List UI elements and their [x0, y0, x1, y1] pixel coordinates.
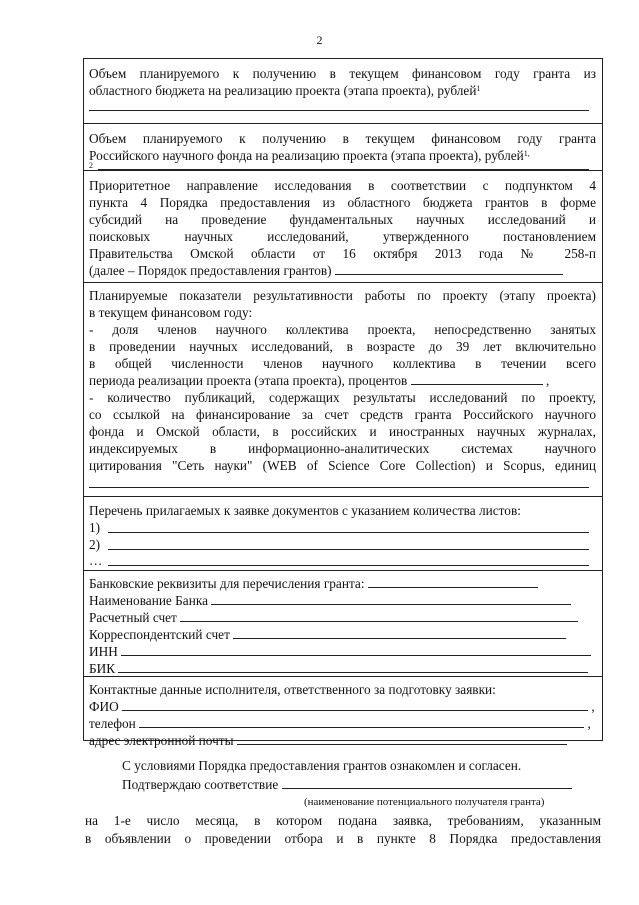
- rnf-grant-text-line1: Объем планируемого к получению в текущем финансовом году гранта: [89, 131, 596, 146]
- priority-direction-section: [84, 170, 602, 283]
- corr-account-label: Корреспондентский счет: [89, 627, 230, 642]
- footnote-marker: 2: [89, 161, 93, 170]
- document-item-more-label: …: [89, 553, 103, 568]
- bank-details-section: [84, 570, 602, 677]
- regional-grant-section: [84, 58, 602, 124]
- document-item-more-field[interactable]: [108, 565, 589, 566]
- email-label: адрес электронной почты: [89, 733, 234, 748]
- priority-text-line2: пункта 4 Порядка предоставления из областного бюджета грантов в форме: [89, 195, 596, 210]
- phone-label: телефон: [89, 716, 136, 731]
- fio-field[interactable]: [122, 699, 588, 711]
- indicators-text-line6: периода реализации проекта (этапа проекта), процентов: [89, 373, 408, 388]
- indicators-text-line8: со ссылкой на финансирование за счет средств гранта Российского научного: [89, 407, 596, 422]
- regional-grant-amount-field[interactable]: [89, 110, 589, 111]
- priority-text-line1: Приоритетное направление исследования в соответствии с подпунктом 4: [89, 178, 596, 193]
- indicators-text-line6-end: ,: [545, 373, 550, 388]
- contacts-heading: Контактные данные исполнителя, ответственного за подготовку заявки:: [89, 682, 496, 697]
- document-item-2-field[interactable]: [108, 549, 589, 550]
- bik-field[interactable]: [118, 661, 588, 673]
- rnf-grant-text-line2: Российского научного фонда на реализацию проекта (этапа проекта), рублей: [89, 148, 524, 163]
- documents-list-section: [84, 496, 602, 571]
- priority-text-line3: субсидий на проведение фундаментальных научных исследований и: [89, 212, 596, 227]
- account-label: Расчетный счет: [89, 610, 177, 625]
- page-number: 2: [316, 33, 323, 47]
- footnote-marker: 1: [476, 84, 481, 93]
- inn-field[interactable]: [121, 644, 591, 656]
- indicators-text-line10: индексируемых в информационно-аналитических системах научного: [89, 441, 596, 456]
- application-form-table: [83, 58, 603, 748]
- phone-end: ,: [587, 716, 591, 731]
- indicators-text-line4: в проведении научных исследований, в возрасте до 39 лет включительно: [89, 339, 596, 354]
- bik-label: БИК: [89, 661, 116, 676]
- priority-text-line6: (далее – Порядок предоставления грантов): [89, 263, 332, 278]
- footer-text-line2: в объявлении о проведении отбора и в пункте 8 Порядка предоставления: [85, 831, 601, 846]
- corr-account-field[interactable]: [233, 627, 566, 639]
- indicators-text-line5: в общей численности членов научного коллектива в течении всего: [89, 356, 596, 371]
- publications-count-field[interactable]: [89, 487, 589, 488]
- bank-heading: Банковские реквизиты для перечисления гранта:: [89, 576, 365, 591]
- indicators-text-line11: цитирования "Сеть науки" (WEB of Science Core Collection) и Scopus, единиц: [89, 458, 596, 473]
- regional-grant-text-line2: областного бюджета на реализацию проекта (этапа проекта), рублей: [89, 83, 477, 98]
- priority-direction-field[interactable]: [335, 263, 563, 275]
- recipient-name-field[interactable]: [282, 777, 572, 789]
- email-field[interactable]: [237, 733, 567, 745]
- contacts-section: [84, 676, 602, 748]
- document-item-1-field[interactable]: [108, 532, 589, 533]
- regional-grant-text-line1: Объем планируемого к получению в текущем финансовом году гранта из: [89, 66, 596, 81]
- priority-text-line4: поисковых научных исследований, утвержденного постановлением: [89, 229, 596, 244]
- inn-label: ИНН: [89, 644, 118, 659]
- indicators-text-line7: - количество публикаций, содержащих результаты исследований по проекту,: [89, 390, 596, 405]
- documents-heading: Перечень прилагаемых к заявке документов с указанием количества листов:: [89, 503, 521, 518]
- performance-indicators-section: [84, 282, 602, 497]
- bank-details-field[interactable]: [368, 576, 538, 588]
- fio-label: ФИО: [89, 699, 119, 714]
- priority-text-line5: Правительства Омской области от 16 октября 2013 года № 258-п: [89, 246, 596, 261]
- phone-field[interactable]: [139, 716, 584, 728]
- confirm-label: Подтверждаю соответствие: [122, 777, 279, 792]
- indicators-text-line9: фонда и Омской области, в российских и иностранных научных журналах,: [89, 424, 596, 439]
- agreement-statement: С условиями Порядка предоставления грантов ознакомлен и согласен.: [122, 758, 522, 773]
- document-item-2-label: 2): [89, 537, 101, 552]
- document-item-1-label: 1): [89, 520, 101, 535]
- account-field[interactable]: [180, 610, 578, 622]
- indicators-text-line3: - доля членов научного коллектива проекта, непосредственно занятых: [89, 322, 596, 337]
- footer-text-line1: на 1-е число месяца, в котором подана заявка, требованиям, указанным: [85, 813, 601, 828]
- footnote-marker: 1,: [523, 149, 530, 158]
- young-researchers-percent-field[interactable]: [411, 373, 543, 385]
- indicators-text-line2: в текущем финансовом году:: [89, 305, 253, 320]
- recipient-name-caption: (наименование потенциального получателя гранта): [304, 796, 545, 808]
- fio-end: ,: [591, 699, 595, 714]
- indicators-text-line1: Планируемые показатели результативности работы по проекту (этапу проекта): [89, 288, 596, 303]
- bank-name-label: Наименование Банка: [89, 593, 208, 608]
- bank-name-field[interactable]: [211, 593, 571, 605]
